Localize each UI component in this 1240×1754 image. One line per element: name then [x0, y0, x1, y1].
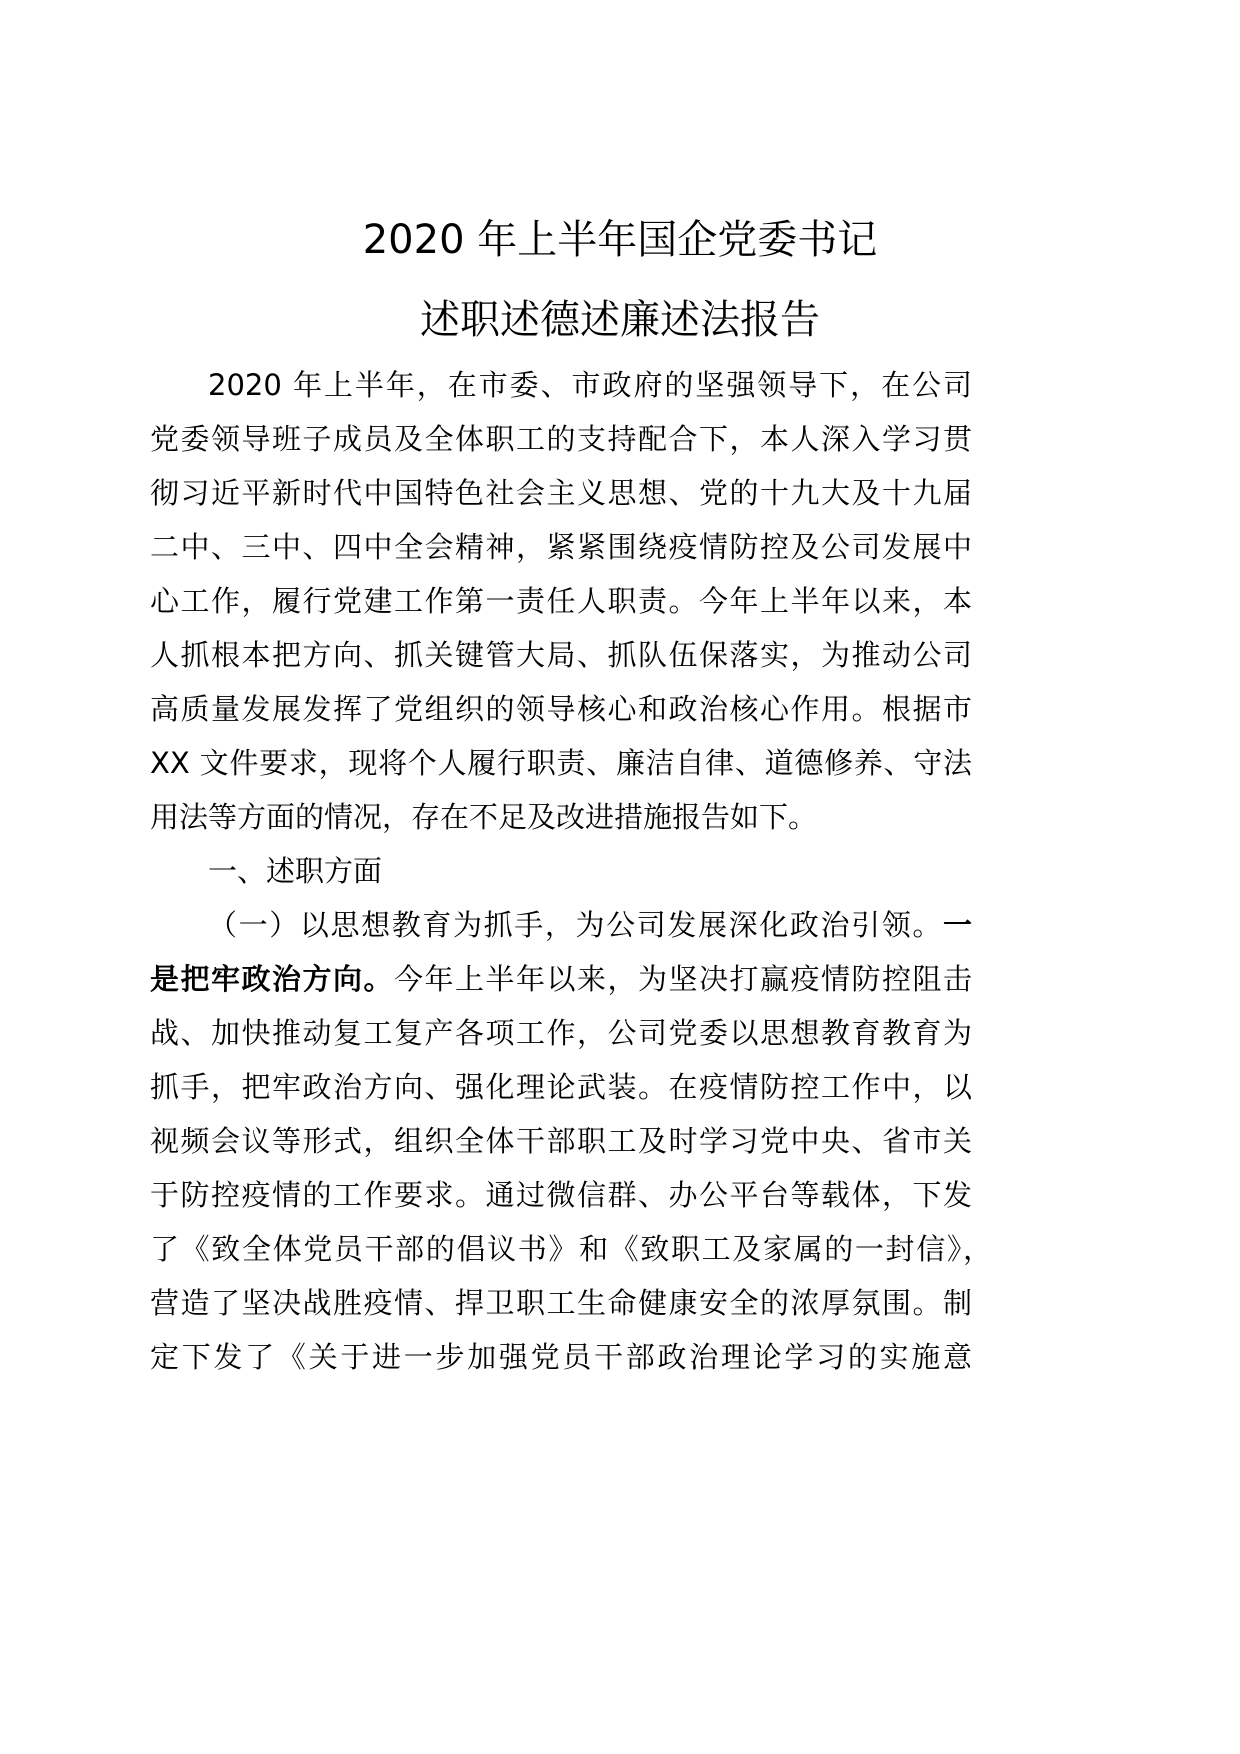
text-line: 视频会议等形式，组织全体干部职工及时学习党中央、省市关 — [150, 1124, 972, 1158]
section-paragraph — [150, 898, 992, 1384]
text-line: 战、加快推动复工复产各项工作，公司党委以思想教育教育为 — [150, 1016, 972, 1050]
intro-paragraph — [150, 358, 972, 844]
text-line: 定下发了《关于进一步加强党员干部政治理论学习的实施意 — [150, 1340, 972, 1374]
line-text: 今年上半年以来，为坚决打赢疫情防控阻击 — [394, 962, 972, 996]
document-title-line-1: 2020 年上半年国企党委书记 — [362, 217, 878, 263]
text-line: 高质量发展发挥了党组织的领导核心和政治核心作用。根据市 — [150, 692, 972, 726]
document-body — [150, 358, 992, 1384]
text-line: 用法等方面的情况，存在不足及改进措施报告如下。 — [150, 800, 818, 834]
document-title-line-2: 述职述德述廉述法报告 — [420, 297, 820, 343]
text-line: 了《致全体党员干部的倡议书》和《致职工及家属的一封信》， — [150, 1232, 992, 1266]
bold-lead: 是把牢政治方向。 — [150, 962, 394, 996]
text-line: 心工作，履行党建工作第一责任人职责。今年上半年以来，本 — [150, 584, 972, 618]
text-line: 2020 年上半年，在市委、市政府的坚强领导下，在公司 — [208, 368, 972, 402]
text-line: 二中、三中、四中全会精神，紧紧围绕疫情防控及公司发展中 — [150, 530, 972, 564]
section-heading: 一、述职方面 — [208, 854, 383, 888]
subheading-text: （一）以思想教育为抓手，为公司发展深化政治引领。 — [208, 908, 943, 942]
text-line: 彻习近平新时代中国特色社会主义思想、党的十九大及十九届 — [150, 476, 972, 510]
text-line: 营造了坚决战胜疫情、捍卫职工生命健康安全的浓厚氛围。制 — [150, 1286, 972, 1320]
text-line — [150, 898, 972, 952]
text-line: 党委领导班子成员及全体职工的支持配合下，本人深入学习贯 — [150, 422, 972, 456]
text-line: XX 文件要求，现将个人履行职责、廉洁自律、道德修养、守法 — [150, 746, 972, 780]
text-line — [150, 952, 972, 1006]
text-line: 于防控疫情的工作要求。通过微信群、办公平台等载体，下发 — [150, 1178, 972, 1212]
bold-lead: 一 — [942, 908, 972, 942]
text-line: 抓手，把牢政治方向、强化理论武装。在疫情防控工作中，以 — [150, 1070, 972, 1104]
text-line: 人抓根本把方向、抓关键管大局、抓队伍保落实，为推动公司 — [150, 638, 972, 672]
